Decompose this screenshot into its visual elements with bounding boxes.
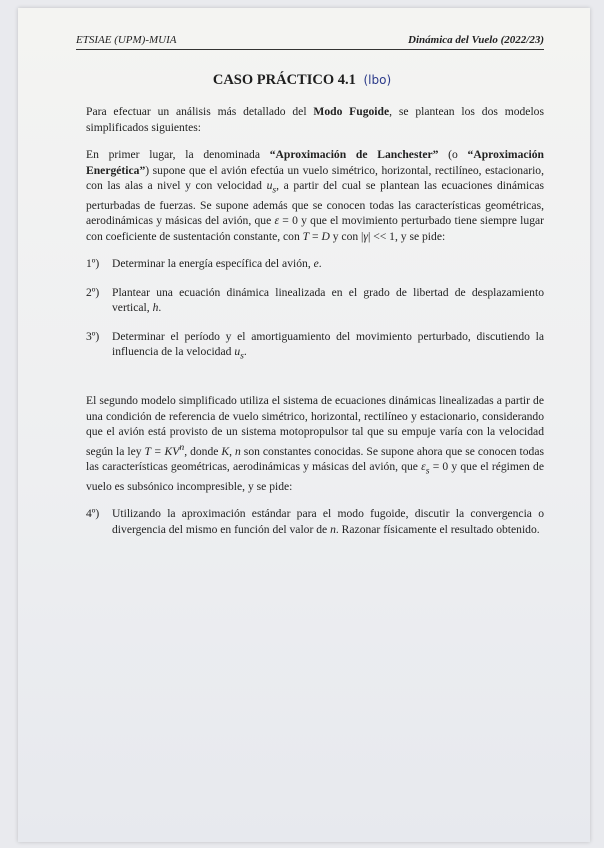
modo-fugoide-bold: Modo Fugoide — [313, 105, 390, 118]
document-body — [86, 104, 544, 550]
header-course: Dinámica del Vuelo (2022/23) — [408, 34, 544, 46]
model1-paragraph: En primer lugar, la denominada “Aproximación de Lanchester” (o “Aproximación Energética”) supone que el avión efectúa un vuelo simétrico, horizontal, rectilíneo, estacionario, con las alas a nivel y con velocidad $u_s$, a partir del cual se plantean las ecuaciones dinámicas perturbadas de fuerzas. Se supone además que se conocen todas las características geométricas, aerodinámicas y másicas del avión, que ε = 0 y que el movimiento perturbado tiene siempre lugar con coeficiente de sustentación constante, con T = D y con |γ| << 1, y se pide: — [86, 148, 545, 243]
question-item-3 — [86, 329, 544, 364]
question-number: 1º) — [86, 257, 100, 271]
title-text: CASO PRÁCTICO 4.1 — [212, 72, 356, 88]
page-title — [0, 72, 604, 89]
intro-paragraph: Para efectuar un análisis más detallado del Modo Fugoide, se plantean los dos modelos simplificados siguientes: — [86, 105, 544, 134]
model2-paragraph: El segundo modelo simplificado utiliza el sistema de ecuaciones dinámicas linealizadas a partir de una condición de referencia de vuelo simétrico, horizontal, rectilíneo y estacionario, considerando que el avión está provisto de un sistema motopropulsor tal que su empuje varía con la velocidad según la ley $T = KV^n$, donde K, n son constantes conocidas. Se supone ahora que se conocen todas las características geométricas, aerodinámicas y másicas del avión, que $\varepsilon_s = 0$ y que el régimen de vuelo es subsónico incompresible, y se pide: — [86, 394, 544, 493]
page-header — [76, 34, 544, 50]
question-number: 3º) — [86, 329, 100, 343]
question-number: 4º) — [86, 507, 100, 521]
energetica-bold: “Aproximación Energética” — [86, 148, 544, 177]
question-item-1 — [86, 256, 544, 272]
header-institution: ETSIAE (UPM)-MUIA — [76, 34, 177, 46]
question-number: 2º) — [86, 285, 100, 299]
handwritten-note: (lbo) — [363, 73, 392, 87]
question-item-2 — [86, 285, 544, 316]
question-text: Determinar la energía específica del avión, e. — [112, 257, 322, 271]
question-text: Plantear una ecuación dinámica linealizada en el grado de libertad de desplazamiento vertical, h. — [112, 285, 544, 315]
lanchester-bold: “Aproximación de Lanchester” — [269, 148, 439, 161]
question-item-4 — [86, 506, 544, 537]
question-text: Determinar el período y el amortiguamiento del movimiento perturbado, discutiendo la influencia de la velocidad $u_s$. — [112, 329, 544, 362]
question-text: Utilizando la aproximación estándar para el modo fugoide, discutir la convergencia o divergencia del mismo en función del valor de n. Razonar físicamente el resultado obtenido. — [112, 507, 544, 536]
